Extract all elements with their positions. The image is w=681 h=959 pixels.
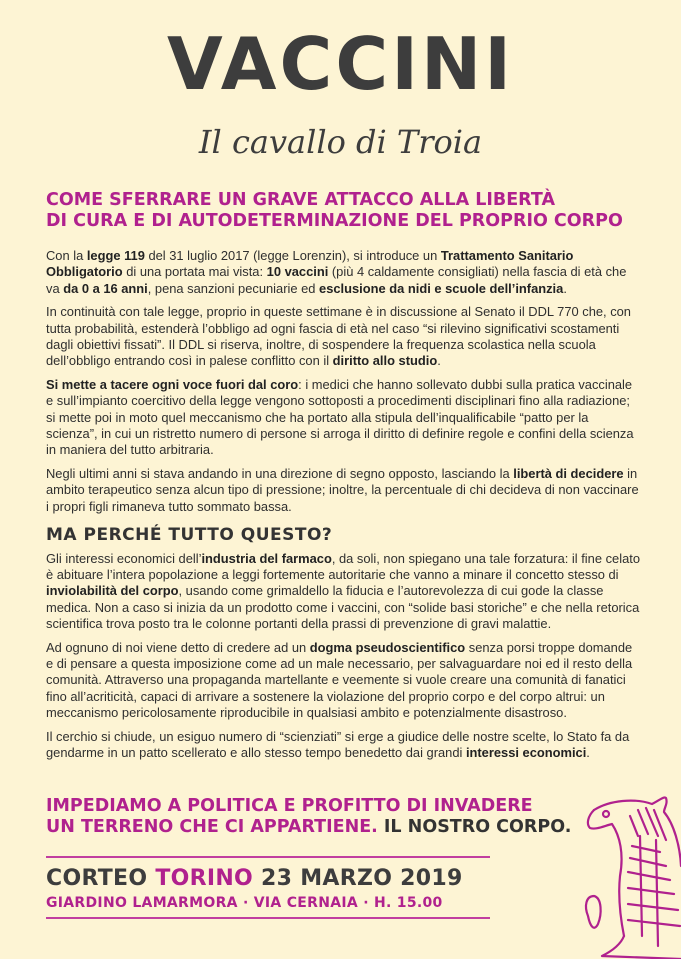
headline-line-2: DI CURA E DI AUTODETERMINAZIONE DEL PROPRIO CORPO: [46, 211, 623, 231]
text-run: .: [437, 353, 441, 369]
paragraph: [46, 466, 642, 515]
bold-text: diritto allo studio: [332, 353, 438, 369]
event-headline: [46, 866, 506, 891]
slogan-line-2: [46, 817, 606, 838]
article-body: [46, 248, 642, 768]
section-title: MA PERCHÉ TUTTO QUESTO?: [46, 525, 333, 546]
slogan-line-2a: UN TERRENO CHE CI APPARTIENE.: [46, 817, 378, 837]
paragraph: [46, 729, 642, 762]
bold-text: legge 119: [86, 248, 145, 263]
page-title: VACCINI: [166, 22, 515, 106]
text-run: Ad ognuno di noi viene detto di credere ad un: [46, 639, 310, 655]
text-run: Negli ultimi anni si stava andando in una direzione di segno opposto, lasciando la: [46, 465, 514, 481]
text-run: Gli interessi economici dell’: [46, 550, 202, 566]
bold-text: Trattamento Sanitario Obbligatorio: [46, 248, 574, 280]
slogan-line-1: IMPEDIAMO A POLITICA E PROFITTO DI INVADERE: [46, 796, 533, 816]
bold-text: dogma pseudoscientifico: [309, 639, 466, 655]
slogan-line-2b: IL NOSTRO CORPO.: [383, 817, 572, 837]
event-corteo: CORTEO: [46, 866, 148, 891]
text-run: Con la: [46, 248, 87, 263]
event-place: GIARDINO LAMARMORA · VIA CERNAIA · H. 15.00: [46, 895, 443, 911]
bold-text: esclusione da nidi e scuole dell’infanzia: [319, 280, 564, 296]
trojan-horse-icon: [580, 796, 681, 959]
text-run: Il cerchio si chiude, un esiguo numero di “scienziati” si erge a giudice delle nostre scelte, lo Stato fa da gendarme in un patto scellerato e allo stesso tempo benedetto dai grandi: [46, 728, 630, 760]
event-city: TORINO: [155, 866, 254, 891]
bold-text: Si mette a tacere ogni voce fuori dal coro: [46, 376, 299, 392]
slogan: [46, 796, 606, 838]
text-run: in ambito terapeutico senza alcun tipo di pressione; inoltre, la percentuale di chi decideva di non vaccinare i propri figli rimaneva tutto sommato bassa.: [46, 465, 639, 514]
paragraph: [46, 248, 642, 297]
text-run: , da soli, non spiegano una tale forzatura: il fine celato è abituare l’intera popolazione a leggi fortemente autoritarie che vanno a minare il concetto stesso di: [46, 550, 640, 582]
paragraph: [46, 551, 642, 633]
text-run: .: [586, 744, 590, 760]
headline-line-1: COME SFERRARE UN GRAVE ATTACCO ALLA LIBERTÀ: [46, 190, 555, 210]
bold-text: industria del farmaco: [201, 550, 332, 566]
text-run: (più 4 caldamente consigliati) nella fascia di età che va: [46, 264, 627, 296]
paragraph: [46, 640, 642, 722]
paragraph: [46, 304, 642, 370]
text-run: , usando come grimaldello la fiducia e l’autorevolezza di cui gode la classe medica. Non a caso si inizia da un prodotto come i vaccini, con “solide basi storiche” e che nella retorica scientifica trova posto tra le colonne portanti della prassi di prevenzione di gravi malattie.: [46, 583, 640, 632]
bold-text: 10 vaccini: [266, 264, 329, 280]
paragraph: [46, 377, 642, 459]
text-run: del 31 luglio 2017 (legge Lorenzin), si introduce un: [144, 248, 441, 263]
bold-text: libertà di decidere: [513, 465, 624, 481]
text-run: di una portata mai vista:: [122, 264, 267, 280]
bold-text: inviolabilità del corpo: [46, 583, 179, 599]
divider-top: [46, 856, 490, 858]
event-date: 23 MARZO 2019: [261, 866, 463, 891]
text-run: .: [563, 280, 567, 296]
headline: [46, 190, 646, 232]
text-run: In continuità con tale legge, proprio in queste settimane è in discussione al Senato il DDL 770 che, con tutta probabilità, estenderà l’obbligo ad ogni fascia di età nel caso “si rilevino significativi scostamenti dagli obiettivi fissati”. Il DDL si riserva, inoltre, di sospendere la frequenza scolastica nella scuola dell’obbligo entrando così in palese conflitto con il: [46, 304, 631, 369]
text-run: : i medici che hanno sollevato dubbi sulla pratica vaccinale e sull’impianto coercitivo della legge vengono sottoposti a procedimenti disciplinari fino alla radiazione; si mette poi in moto quel meccanismo che ha portato alla stipula dell’inqualificabile “patto per la scienza”, in cui un ristretto numero di persone si arroga il diritto di definire regole e confini della scienza in maniera del tutto arbitraria.: [46, 376, 634, 458]
text-run: , pena sanzioni pecuniarie ed: [147, 280, 320, 296]
divider-bottom: [46, 917, 490, 919]
bold-text: da 0 a 16 anni: [63, 280, 148, 296]
text-run: senza porsi troppe domande e di pensare a questa imposizione come ad un male necessario, per salvaguardare noi ed il resto della comunità. Attraverso una propaganda martellante e veemente si vuole creare una comunità di fanatici fino all’acriticità, capaci di arrivare a sostenere la violazione del proprio corpo e del corpo altrui: un meccanismo pericolosamente riproducibile in qualsiasi ambito e potenzialmente disastroso.: [46, 639, 633, 721]
page-subtitle: Il cavallo di Troia: [198, 123, 483, 161]
bold-text: interessi economici: [465, 744, 587, 760]
